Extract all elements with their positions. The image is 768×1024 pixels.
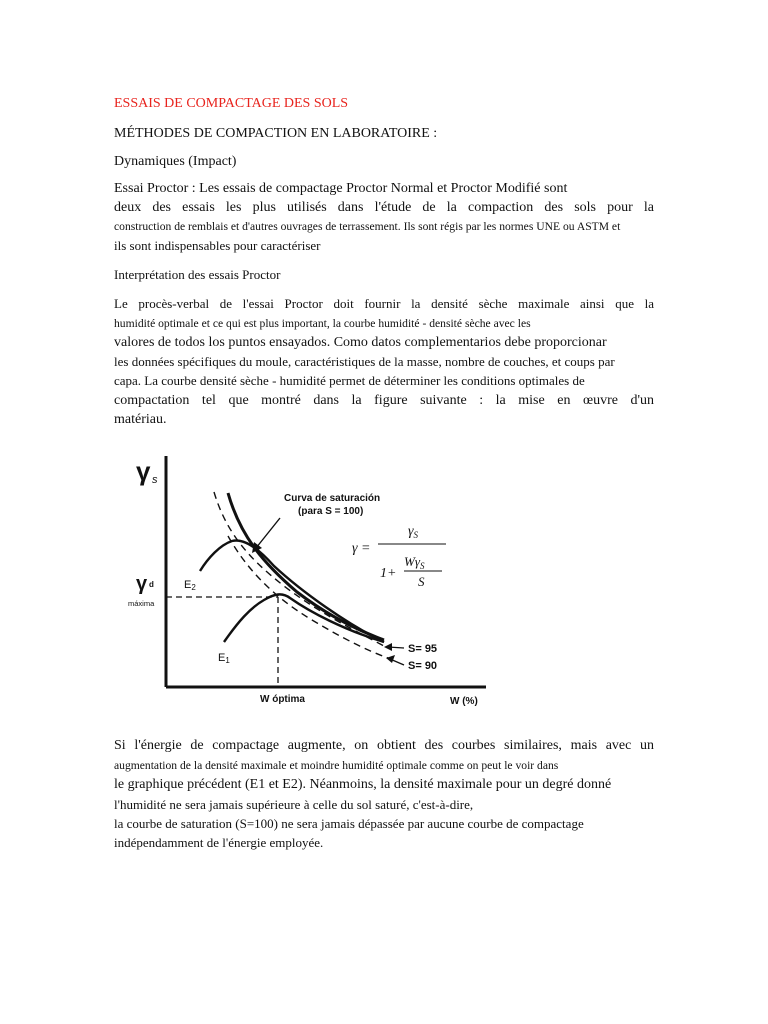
interp-line-1: Le procès-verbal de l'essai Proctor doit fournir la densité sèche maximale ainsi que la <box>114 296 654 311</box>
interp-line-6: compactation tel que montré dans la figure suivante : la mise en œuvre d'un <box>114 393 654 408</box>
e2-label: E2 <box>184 579 196 592</box>
x-axis-label: W (%) <box>450 696 478 707</box>
interp-line-2: humidité optimale et ce qui est plus important, la courbe humidité - densité sèche avec les <box>114 317 531 330</box>
intro-line-4: ils sont indispensables pour caractériser <box>114 238 321 253</box>
interp-line-7: matériau. <box>114 412 167 427</box>
yd-caption: máxima <box>128 599 155 608</box>
saturation-label-1: Curva de saturación <box>284 493 381 504</box>
interpretation-heading: Interprétation des essais Proctor <box>114 267 281 282</box>
equation-numerator: $\gamma_S$ <box>408 524 419 540</box>
equation-inner-numerator: $W\gamma_S$ <box>404 554 425 571</box>
w-optima-label: W óptima <box>260 694 305 705</box>
equation-lhs: γ = <box>352 541 371 556</box>
e1-label: E1 <box>218 652 230 665</box>
methods-heading: MÉTHODES DE COMPACTION EN LABORATOIRE : <box>114 126 438 141</box>
intro-line-1: Essai Proctor : Les essais de compactage Proctor Normal et Proctor Modifié sont <box>114 181 568 196</box>
conclusion-line-5: la courbe de saturation (S=100) ne sera jamais dépassée par aucune courbe de compactage <box>114 816 584 831</box>
interp-line-3: valores de todos los puntos ensayados. Como datos complementarios debe proporcionar <box>114 335 607 350</box>
conclusion-line-1: Si l'énergie de compactage augmente, on obtient des courbes similaires, mais avec un <box>114 738 654 753</box>
s95-pointer-head <box>384 643 392 651</box>
yd-subscript: d <box>149 580 154 589</box>
s90-label: S= 90 <box>408 660 438 672</box>
interp-line-4: les données spécifiques du moule, caractéristiques de la masse, nombre de couches, et coups par <box>114 354 615 369</box>
intro-line-3: construction de remblais et d'autres ouvrages de terrassement. Ils sont régis par les normes UNE ou ASTM et <box>114 220 621 233</box>
equation-one-plus: 1+ <box>380 566 397 581</box>
conclusion-line-2: augmentation de la densité maximale et moindre humidité optimale comme on peut le voir dans <box>114 759 559 772</box>
conclusion-line-3: le graphique précédent (E1 et E2). Néanmoins, la densité maximale pour un degré donné <box>114 777 612 792</box>
dynamic-heading: Dynamiques (Impact) <box>114 154 237 169</box>
saturation-label-2: (para S = 100) <box>298 506 364 517</box>
s95-label: S= 95 <box>408 643 438 655</box>
equation-inner-denominator: S <box>418 574 425 589</box>
saturation-equation <box>352 524 446 589</box>
intro-line-2: deux des essais les plus utilisés dans l'étude de la compaction des sols pour la <box>114 200 654 215</box>
proctor-curve-figure <box>122 440 510 722</box>
document-title: ESSAIS DE COMPACTAGE DES SOLS <box>114 96 349 111</box>
proctor-diagram <box>122 440 510 722</box>
conclusion-line-4: l'humidité ne sera jamais supérieure à celle du sol saturé, c'est-à-dire, <box>114 797 474 812</box>
conclusion-line-6: indépendamment de l'énergie employée. <box>114 835 324 850</box>
interp-line-5: capa. La courbe densité sèche - humidité permet de déterminer les conditions optimales de <box>114 373 585 388</box>
y-axis-symbol: γ <box>136 456 151 486</box>
e1-compaction-curve <box>224 594 384 642</box>
s90-pointer-head <box>386 655 395 663</box>
yd-symbol: γ <box>136 573 148 595</box>
y-axis-subscript: s <box>152 474 158 486</box>
saturation-pointer <box>256 518 280 548</box>
